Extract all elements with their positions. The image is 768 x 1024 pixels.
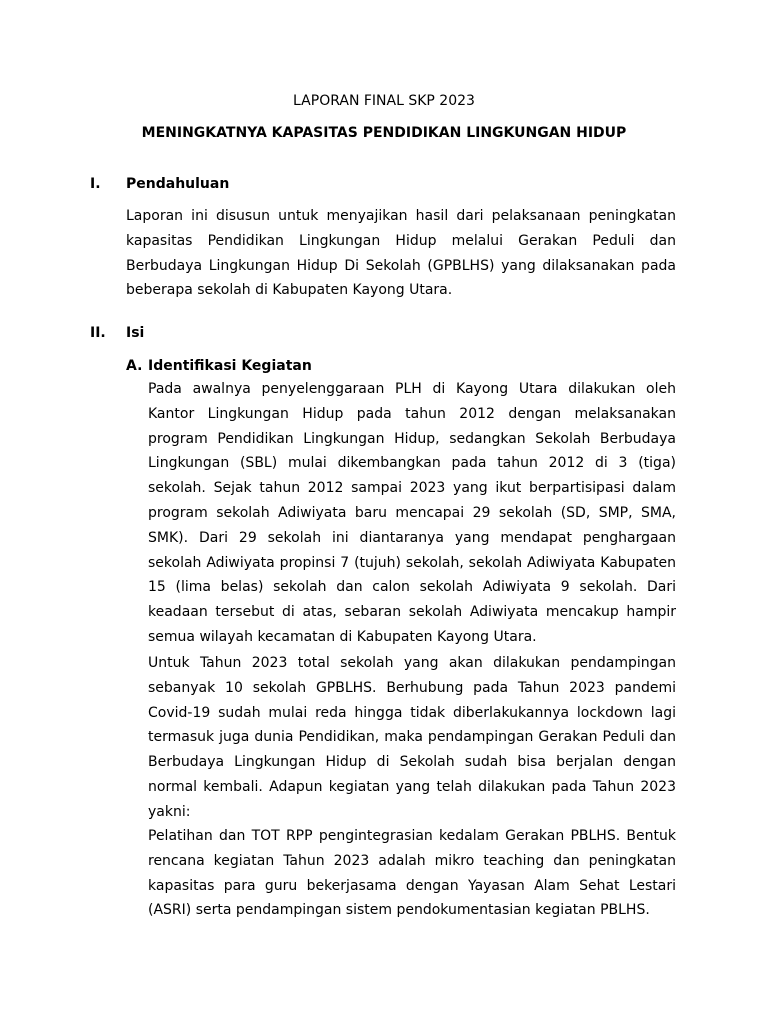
section-number: I.: [90, 176, 101, 192]
section-title: Isi: [126, 325, 145, 341]
section-title: Pendahuluan: [126, 176, 230, 192]
subsection-paragraph: Untuk Tahun 2023 total sekolah yang akan dilakukan pendampingan sebanyak 10 sekolah GPBLHS. Berhubung pada Tahun 2023 pandemi Covid-19 sudah mulai reda hingga tidak diberlakukannya lockdown lagi termasuk juga dunia Pendidikan, maka pendampingan Gerakan Peduli dan Berbudaya Lingkungan Hidup di Sekolah sudah bisa berjalan dengan normal kembali. Adapun kegiatan yang telah dilakukan pada Tahun 2023 yakni:: [148, 655, 676, 820]
section-number: II.: [90, 325, 106, 341]
document-title: LAPORAN FINAL SKP 2023: [293, 93, 475, 109]
subsection-paragraph: Pelatihan dan TOT RPP pengintegrasian kedalam Gerakan PBLHS. Bentuk rencana kegiatan Tahun 2023 adalah mikro teaching dan peningkatan kapasitas para guru bekerjasama dengan Yayasan Alam Sehat Lestari (ASRI) serta pendampingan sistem pendokumentasian kegiatan PBLHS.: [148, 828, 676, 919]
subsection-letter: A.: [126, 358, 143, 374]
subsection-paragraph: Pada awalnya penyelenggaraan PLH di Kayong Utara dilakukan oleh Kantor Lingkungan Hidup pada tahun 2012 dengan melaksanakan program Pendidikan Lingkungan Hidup, sedangkan Sekolah Berbudaya Lingkungan (SBL) mulai dikembangkan pada tahun 2012 di 3 (tiga) sekolah. Sejak tahun 2012 sampai 2023 yang ikut berpartisipasi dalam program sekolah Adiwiyata baru mencapai 29 sekolah (SD, SMP, SMA, SMK). Dari 29 sekolah ini diantaranya yang mendapat penghargaan sekolah Adiwiyata propinsi 7 (tujuh) sekolah, sekolah Adiwiyata Kabupaten 15 (lima belas) sekolah dan calon sekolah Adiwiyata 9 sekolah. Dari keadaan tersebut di atas, sebaran sekolah Adiwiyata mencakup hampir semua wilayah kecamatan di Kabupaten Kayong Utara.: [148, 381, 676, 645]
subsection-title: Identifikasi Kegiatan: [148, 358, 312, 374]
document-subtitle: MENINGKATNYA KAPASITAS PENDIDIKAN LINGKUNGAN HIDUP: [141, 125, 627, 141]
section-paragraph-pendahuluan: Laporan ini disusun untuk menyajikan hasil dari pelaksanaan peningkatan kapasitas Pendidikan Lingkungan Hidup melalui Gerakan Peduli dan Berbudaya Lingkungan Hidup Di Sekolah (GPBLHS) yang dilaksanakan pada beberapa sekolah di Kabupaten Kayong Utara.: [126, 208, 676, 299]
